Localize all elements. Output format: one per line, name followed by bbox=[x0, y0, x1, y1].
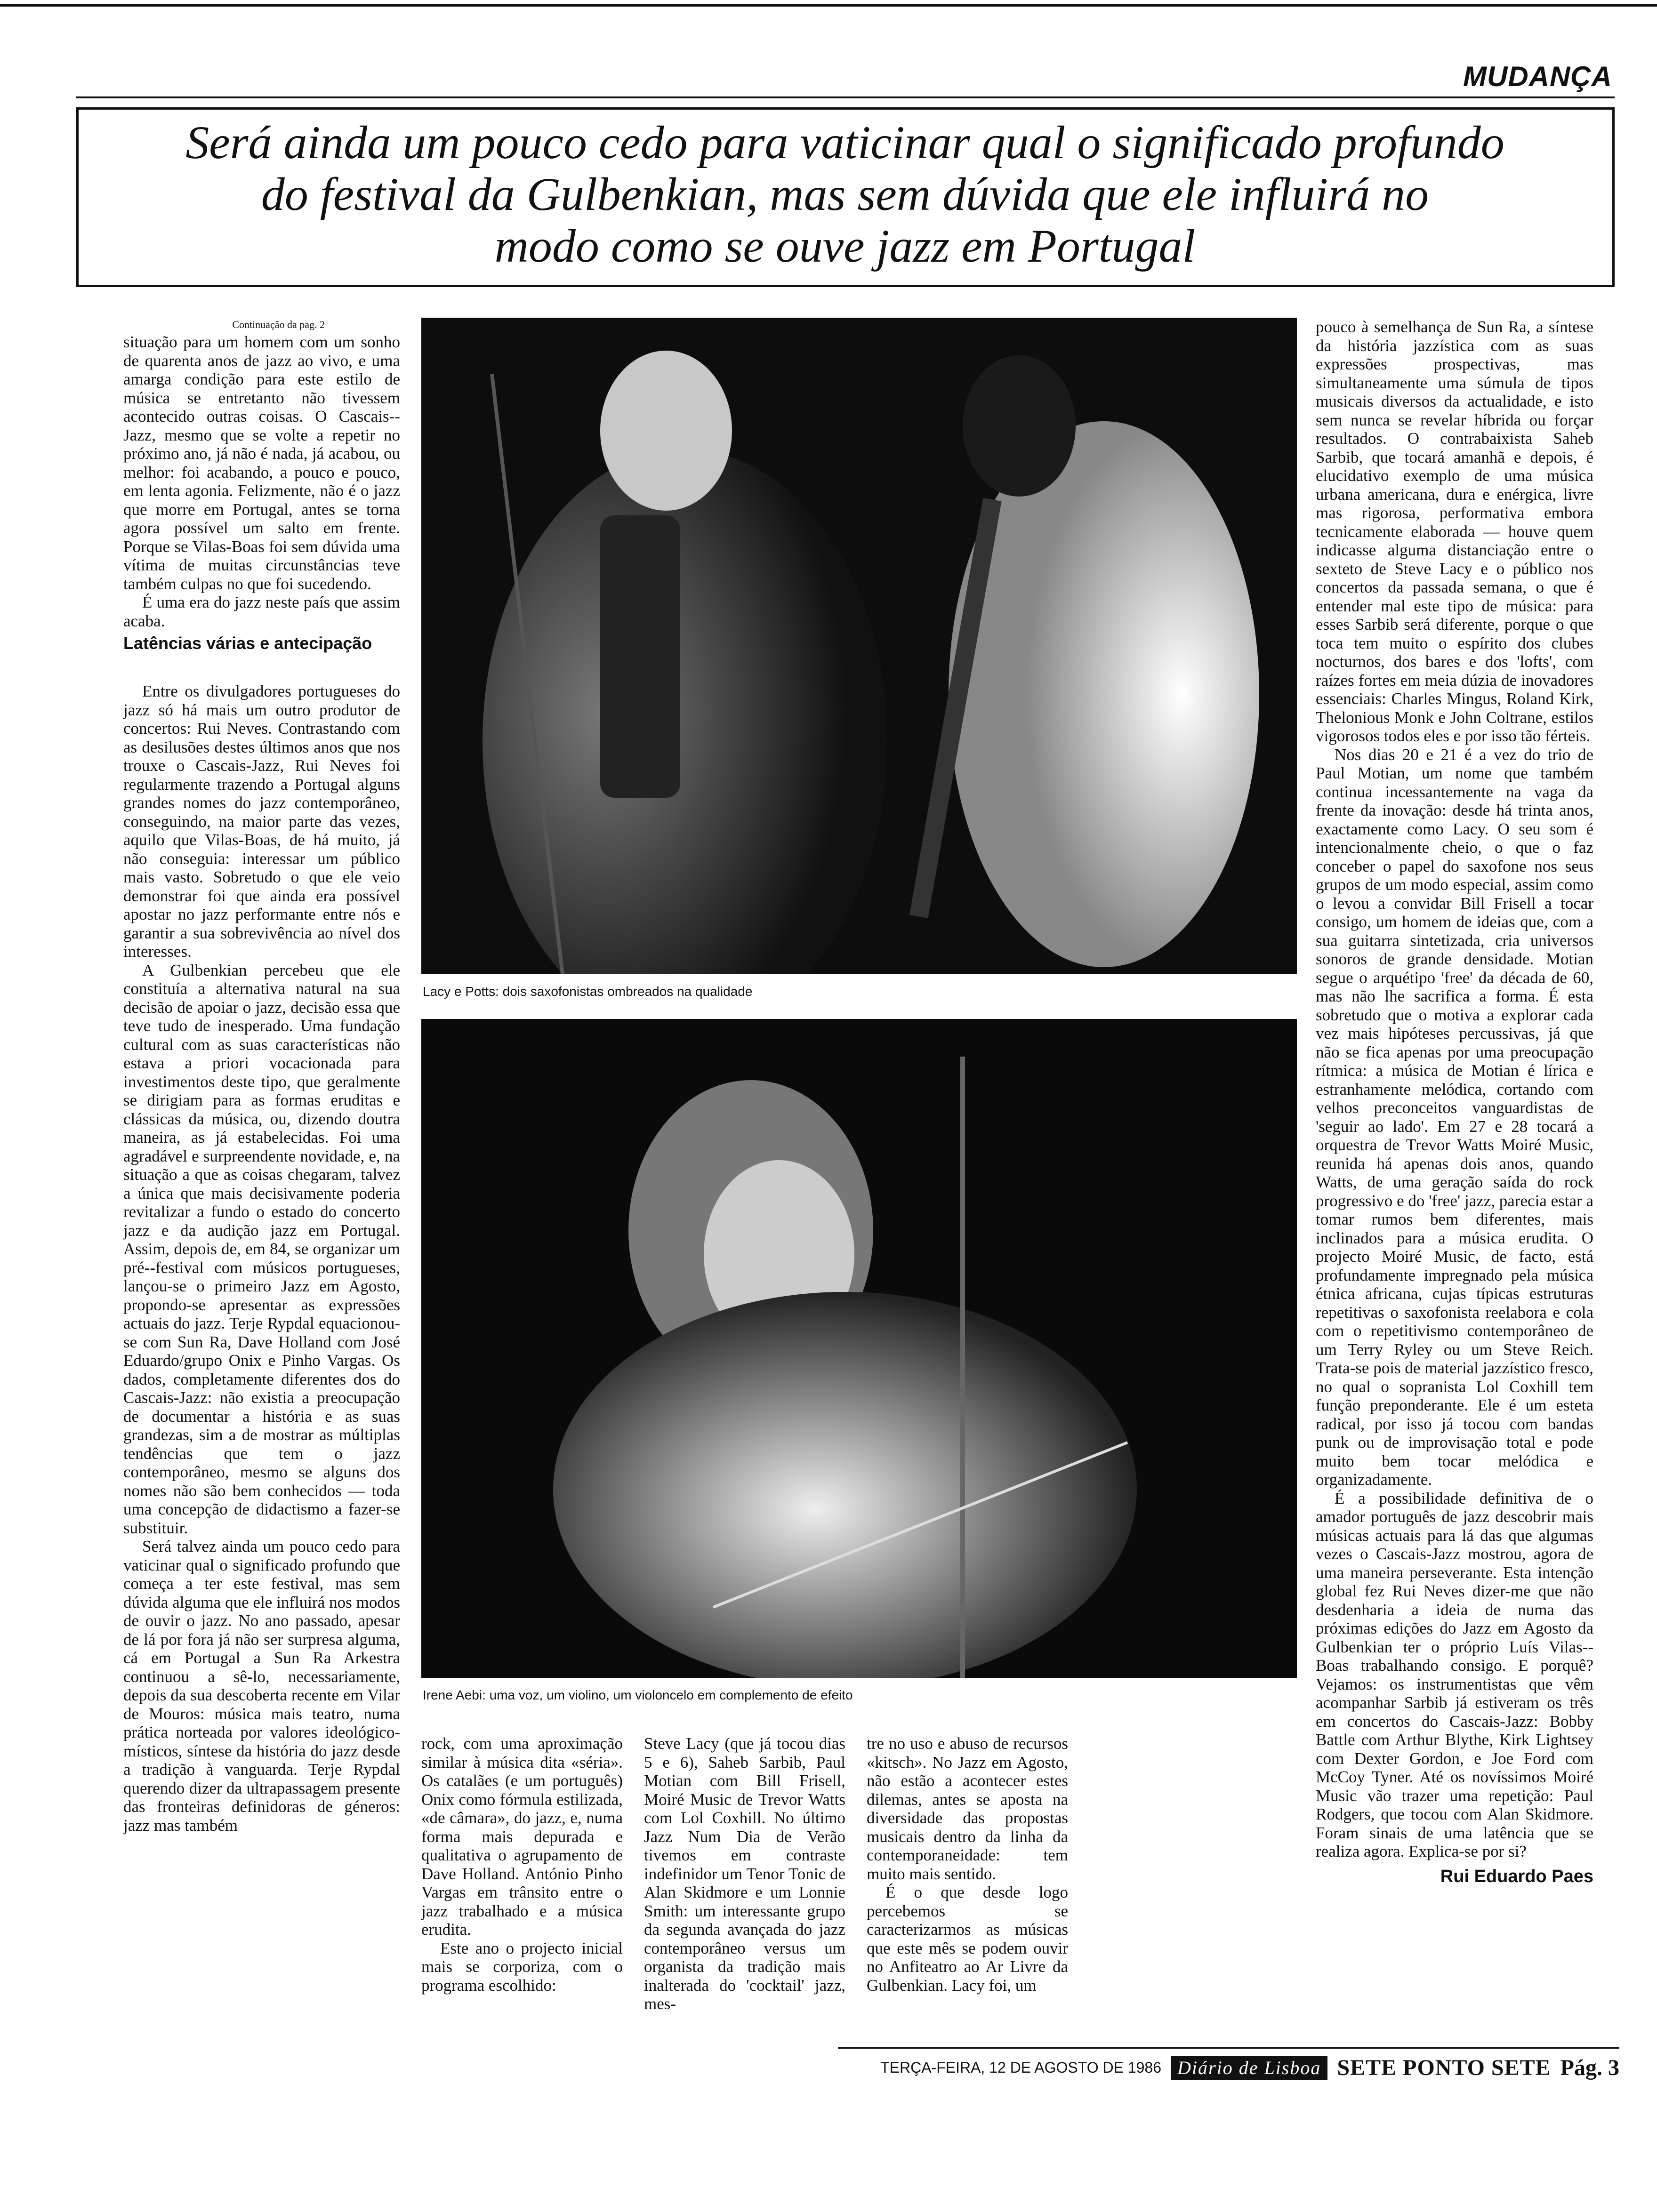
col1-para-1: situação para um homem com um sonho de quarenta anos de jazz ao vivo, e uma amarga condição para este estilo de música se entretanto não tivessem acontecido outras coisas. O Cascais--Jazz, mesmo que se volte a repetir no próximo ano, já não é nada, já acabou, ou melhor: foi acabando, a pouco e pouco, em lenta agonia. Felizmente, não é o jazz que morre em Portugal, antes se torna agora possível um salto em frente. Porque se Vilas-Boas foi sem dúvida uma vítima de muitas circunstâncias teve também culpas no que foi sucedendo. bbox=[123, 333, 400, 593]
col2-para-2: Este ano o projecto inicial mais se corporiza, com o programa escolhido: bbox=[421, 1939, 623, 1995]
column-bottom-1 bbox=[421, 1734, 623, 1995]
col4-para-1: tre no uso e abuso de recursos «kitsch». No Jazz em Agosto, não estão a acontecer estes dilemas, antes se aposta na diversidade das propostas musicais dentro da linha da contemporaneidade: tem muito mais sentido. bbox=[867, 1734, 1068, 1883]
column-bottom-2 bbox=[644, 1734, 845, 2013]
newspaper-logo: Diário de Lisboa bbox=[1171, 2056, 1327, 2080]
footer-rule bbox=[838, 2047, 1619, 2049]
continuation-note: Continuação da pag. 2 bbox=[232, 319, 325, 330]
headline-line-2: do festival da Gulbenkian, mas sem dúvida que ele influirá no bbox=[261, 168, 1429, 220]
subheading: Latências várias e antecipação bbox=[123, 633, 372, 653]
footer-date: TERÇA-FEIRA, 12 DE AGOSTO DE 1986 bbox=[880, 2059, 1162, 2076]
col1-para-4: A Gulbenkian percebeu que ele constituía a alternativa natural na sua decisão de apoiar o jazz, decisão essa que teve tudo de inesperado. Uma fundação cultural com as suas características não estava a priori vocacionada para investimentos deste tipo, que geralmente se dirigiam para as formas eruditas e clássicas da música, ou, dizendo doutra maneira, as já estabelecidas. Foi uma agradável e surpreendente novidade, e, na situação a que as coisas chegaram, talvez a única que mais decisivamente poderia revitalizar a fundo o estado do concerto jazz e da audição jazz em Portugal. Assim, depois de, em 84, se organizar um pré--festival com músicos portugueses, lançou-se o primeiro Jazz em Agosto, propondo-se apresentar as expressões actuais do jazz. Terje Rypdal equacionou-se com Sun Ra, Dave Holland com José Eduardo/grupo Onix e Pinho Vargas. Os dados, completamente diferentes dos do Cascais-Jazz: não existia a preocupação de documentar a história e as suas grandezas, sim a de mostrar as múltiplas tendências que tem o jazz contemporâneo, mesmo se alguns dos nomes não são bem conhecidos — toda uma concepção de didactismo a fazer-se substituir. bbox=[123, 961, 400, 1537]
col1-para-3: Entre os divulgadores portugueses do jazz só há mais um outro produtor de concertos: Rui Neves. Contrastando com as desilusões destes últimos anos que nos trouxe o Cascais-Jazz, Rui Neves foi regularmente trazendo a Portugal alguns grandes nomes do jazz contemporâneo, conseguindo, na maior parte das vezes, aquilo que Vilas-Boas, de há muito, já não conseguia: interessar um público mais vasto. Sobretudo o que ele veio demonstrar foi que ainda era possível apostar no jazz performante entre nós e garantir a sua sobrevivência ao nível dos interesses. bbox=[123, 682, 400, 961]
colr-para-3: É a possibilidade definitiva de o amador português de jazz descobrir mais músicas actuais para lá das que algumas vezes o Cascais-Jazz mostrou, agora de uma maneira perseverante. Esta intenção global fez Rui Neves dizer-me que não desdenharia a ideia de numa das próximas edições do Jazz em Agosto da Gulbenkian ter o próprio Luís Vilas--Boas trabalhando consigo. E porquê? Vejamos: os instrumentistas que vêm acompanhar Sarbib já estiveram os três em concertos do Cascais-Jazz: Bobby Battle com Arthur Blythe, Kirk Lightsey com Dexter Gordon, e Joe Ford com McCoy Tyner. Até os novíssimos Moiré Music vão trazer uma repetição: Paul Rodgers, que tocou com Alan Skidmore. Foram sinais de uma latência que se realiza agora. Explica-se por si? bbox=[1316, 1489, 1593, 1860]
supplement-name: SETE PONTO SETE bbox=[1337, 2055, 1551, 2080]
column-right bbox=[1316, 318, 1593, 1886]
byline: Rui Eduardo Paes bbox=[1440, 1866, 1593, 1886]
col3-para-1: Steve Lacy (que já tocou dias 5 e 6), Saheb Sarbib, Paul Motian com Bill Frisell, Moiré Music de Trevor Watts com Lol Coxhill. No último Jazz Num Dia de Verão tivemos em contraste indefinidor um Tenor Tonic de Alan Skidmore e um Lonnie Smith: um interessante grupo da segunda avançada do jazz contemporâneo versus um organista da tradição mais inalterada do 'cocktail' jazz, mes- bbox=[644, 1734, 845, 2013]
caption-bottom-photo: Irene Aebi: uma voz, um violino, um violoncelo em complemento de efeito bbox=[423, 1688, 853, 1702]
column-left bbox=[123, 318, 400, 1835]
col2-para-1: rock, com uma aproximação similar à música dita «séria». Os catalães (e um português) Onix como fórmula estilizada, «de câmara», do jazz, e, numa forma mais depurada e qualitativa o agrupamento de Dave Holland. António Pinho Vargas em trânsito entre o jazz trabalhado e a música erudita. bbox=[421, 1734, 623, 1939]
photo-lacy-potts bbox=[421, 318, 1297, 974]
colr-para-2: Nos dias 20 e 21 é a vez do trio de Paul Motian, um nome que também continua incessantemente na vaga da frente da inovação: desde há trinta anos, exactamente como Lacy. O seu som é intencionalmente cheio, o que o faz conceber o papel do saxofone nos seus grupos de um modo especial, assim como o levou a convidar Bill Frisell a tocar consigo, um homem de ideias que, com a sua guitarra sintetizada, cria universos sonoros de grande densidade. Motian segue o arquétipo 'free' da década de 60, mas não lhe sacrifica a forma. É esta sobretudo que o motiva a explorar cada vez mais hipóteses percussivas, já que não se fica apenas por uma preocupação rítmica: a música de Motian é lírica e estranhamente melódica, cortando com velhos preconceitos vanguardistas de 'seguir ao lado'. Em 27 e 28 tocará a orquestra de Trevor Watts Moiré Music, reunida há apenas dois anos, quando Watts, de uma geração saída do rock progressivo e do 'free' jazz, parecia estar a tomar rumos bem diferentes, mais inclinados para a música erudita. O projecto Moiré Music, de facto, está profundamente impregnado pela música étnica africana, cujas típicas estruturas repetitivas o saxofonista reelabora e cola com o repetitivismo contemporâneo de um Terry Ryley ou um Steve Reich. Trata-se pois de material jazzístico fresco, no qual o sopranista Lol Coxhill tem função preponderante. Ele é um esteta radical, por isso já tocou com bandas punk ou de improvisação total e pode muito bem tocar melódica e organizadamente. bbox=[1316, 745, 1593, 1489]
col4-para-2: É o que desde logo percebemos se caracterizarmos as músicas que este mês se podem ouvir no Anfiteatro ao Ar Livre da Gulbenkian. Lacy foi, um bbox=[867, 1883, 1068, 1995]
colr-para-1: pouco à semelhança de Sun Ra, a síntese da história jazzística com as suas expressões prospectivas, mas simultaneamente uma súmula de tipos musicais diversos da actualidade, e isto sem nunca se revelar híbrida ou forçar resultados. O contrabaixista Saheb Sarbib, que tocará amanhã e depois, é elucidativo exemplo de uma música urbana americana, dura e enérgica, livre mas rigorosa, performativa embora tecnicamente elaborada — houve quem indicasse alguma distanciação entre o sexteto de Steve Lacy e o público nos concertos da passada semana, o que é entender mal este tipo de música: para esses Sarbib será diferente, porque o que toca tem muito o espírito dos clubes nocturnos, dos bares e dos 'lofts', com raízes fortes em meia dúzia de inovadores essenciais: Charles Mingus, Roland Kirk, Thelonious Monk e John Coltrane, estilos vigorosos todos eles e por isso tão férteis. bbox=[1316, 318, 1593, 745]
top-rule bbox=[0, 4, 1657, 7]
col1-para-2: É uma era do jazz neste país que assim acaba. bbox=[123, 593, 400, 630]
section-label: MUDANÇA bbox=[1463, 61, 1612, 92]
headline bbox=[104, 117, 1586, 272]
headline-line-3: modo como se ouve jazz em Portugal bbox=[494, 220, 1196, 272]
col1-para-5: Será talvez ainda um pouco cedo para vaticinar qual o significado profundo que começa a ter este festival, mas sem dúvida alguma que ele influirá nos modos de ouvir o jazz. No ano passado, apesar de lá por fora já não ser surpresa alguma, cá em Portugal a Sun Ra Arkestra continuou a sê-lo, necessariamente, depois da sua descoberta recente em Vilar de Mouros: música mais teatro, numa prática norteada por valores ideológico-místicos, síntese da história do jazz desde a tradição à vanguarda. Terje Rypdal querendo dizer da ultrapassagem presente das fronteiras definidoras de géneros: jazz mas também bbox=[123, 1537, 400, 1835]
column-bottom-3 bbox=[867, 1734, 1068, 1995]
photo-irene-aebi bbox=[421, 1019, 1297, 1678]
section-rule bbox=[76, 96, 1615, 98]
page-number: Pág. 3 bbox=[1560, 2055, 1619, 2080]
footer bbox=[838, 2051, 1619, 2084]
caption-top-photo: Lacy e Potts: dois saxofonistas ombreados na qualidade bbox=[423, 984, 753, 999]
headline-line-1: Será ainda um pouco cedo para vaticinar qual o significado profundo bbox=[185, 116, 1504, 168]
